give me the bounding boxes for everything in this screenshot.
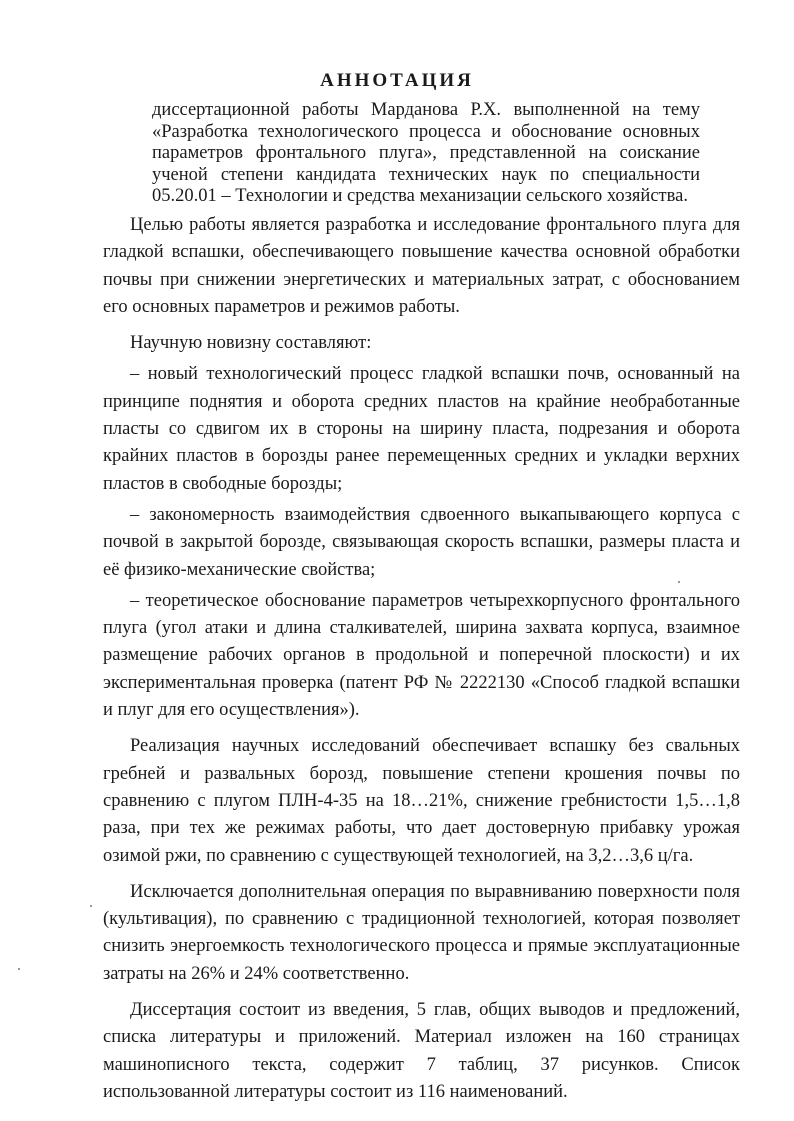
paragraph-novelty-item-2: – закономерность взаимодействия сдвоенного выкапывающего корпуса с почвой в закрытой борозде, связывающая скорость вспашки, размеры пласта и её физико-механические свойства; [103, 504, 740, 580]
paragraph-novelty-item-1: – новый технологический процесс гладкой вспашки почв, основанный на принципе поднятия и оборота средних пластов на крайние необработанные пласты со сдвигом их в стороны на ширину пласта, подрезания и оборота крайних пластов в борозды ранее перемещенных средних и укладки верхних пластов в свободные борозды; [103, 364, 740, 494]
paragraph-excluded-operation: Исключается дополнительная операция по выравниванию поверхности поля (культивация), по сравнению с традиционной технологией, которая позволяет снизить энергоемкость технологического процесса и прямые эксплуатационные затраты на 26% и 24% соответственно. [103, 881, 740, 984]
document-subtitle: диссертационной работы Марданова Р.Х. выполненной на тему «Разработка технологического процесса и обоснование основных параметров фронтального плуга», представленной на соискание ученой степени кандидата технических наук по специальности 05.20.01 – Технологии и средства механизации сельского хозяйства. [152, 100, 700, 206]
scan-speck [18, 968, 20, 970]
paragraph-novelty-item-3: – теоретическое обоснование параметров четырехкорпусного фронтального плуга (угол атаки и длина сталкивателей, ширина захвата корпуса, взаимное размещение рабочих органов в продольной и поперечной плоскости) и их экспериментальная проверка (патент РФ № 2222130 «Способ гладкой вспашки и плуг для его осуществления»). [103, 590, 740, 721]
scan-speck [678, 581, 680, 583]
document-body [103, 212, 740, 1114]
paragraph-implementation: Реализация научных исследований обеспечивает вспашку без свальных гребней и развальных борозд, повышение степени крошения почвы по сравнению с плугом ПЛН-4-35 на 18…21%, снижение гребнистости 1,5…1,8 раза, при тех же режимах работы, что дает достоверную прибавку урожая озимой ржи, по сравнению с существующей технологией, на 3,2…3,6 ц/га. [103, 736, 740, 866]
scan-speck [90, 905, 92, 907]
document-title: АННОТАЦИЯ [320, 70, 474, 91]
paragraph-structure: Диссертация состоит из введения, 5 глав, общих выводов и предложений, списка литературы и приложений. Материал изложен на 160 страницах машинописного текста, содержит 7 таблиц, 37 рисунков. Список использованной литературы состоит из 116 наименований. [103, 1000, 740, 1102]
paragraph-novelty-heading: Научную новизну составляют: [130, 333, 372, 354]
paragraph-goal: Целью работы является разработка и исследование фронтального плуга для гладкой вспашки, обеспечивающего повышение качества основной обработки почвы при снижении энергетических и материальных затрат, с обоснованием его основных параметров и режимов работы. [103, 215, 740, 317]
